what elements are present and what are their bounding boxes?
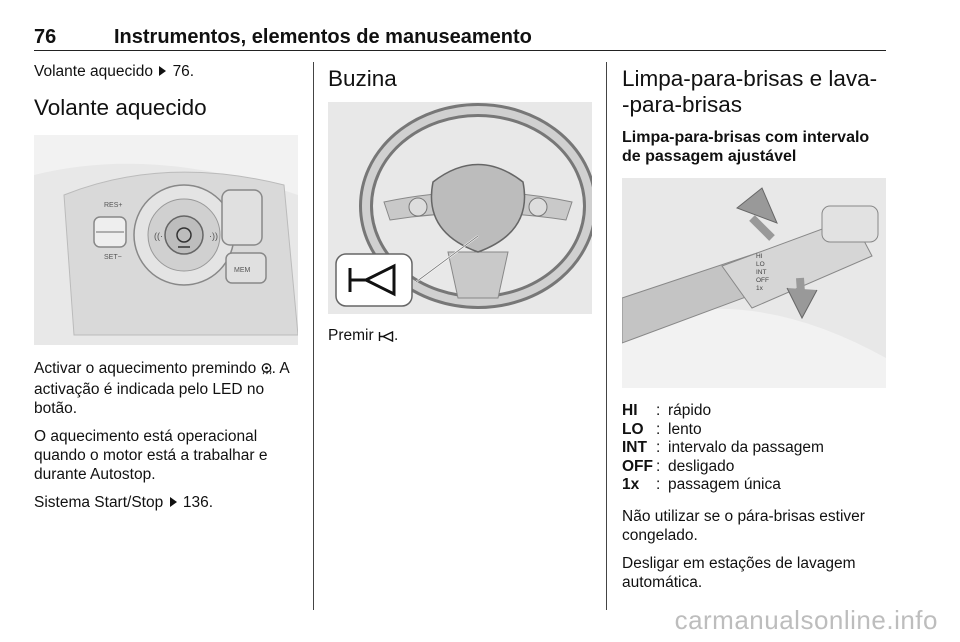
column-heated-steering-wheel <box>34 62 302 521</box>
section-heading: Volante aquecido <box>34 95 207 120</box>
section-heading: Limpa-para-brisas e lava- -para-brisas <box>622 66 878 117</box>
mem-label: MEM <box>234 267 251 274</box>
svg-text:((·: ((· <box>154 231 163 241</box>
paragraph-activate: Activar o aquecimento premindo . A activação é indicada pelo LED no botão. <box>34 360 289 417</box>
paragraph-operational: O aquecimento está operacional quando o motor está a trabalhar e durante Autostop. <box>34 428 268 483</box>
paragraph-frozen: Não utilizar se o pára-brisas estiver congelado. <box>622 507 865 544</box>
int-label: INT <box>756 269 767 276</box>
lo-label: LO <box>756 261 765 268</box>
wiper-lever-figure <box>622 178 886 388</box>
definition-row: OFF : desligado <box>622 457 735 475</box>
definition-row: LO : lento <box>622 420 702 438</box>
paragraph-horn: Premir . <box>328 326 596 347</box>
off-label: OFF <box>756 277 769 284</box>
section-heading: Buzina <box>328 66 397 91</box>
paragraph-carwash: Desligar em estações de lavagem automática. <box>622 554 856 591</box>
running-title: Instrumentos, elementos de manuseamento <box>114 26 532 48</box>
wiper-lever-illustration <box>622 178 886 388</box>
column-divider <box>606 62 607 610</box>
page-ref-arrow-icon <box>170 497 177 507</box>
watermark: carmanualsonline.info <box>674 605 938 635</box>
sub-heading: Limpa-para-brisas com intervalo de passagem ajustável <box>622 129 870 165</box>
res-label: RES+ <box>104 202 123 209</box>
definition-row: HI : rápido <box>622 402 712 419</box>
column-horn <box>328 62 596 356</box>
horn-steering-wheel-illustration <box>328 102 592 314</box>
set-label: SET− <box>104 254 122 261</box>
crossref-line: Volante aquecido 76. <box>34 63 195 80</box>
column-wipers <box>622 62 890 601</box>
definition-list <box>622 402 890 495</box>
horn-figure <box>328 102 592 314</box>
column-divider <box>313 62 314 610</box>
svg-text:·)): ·)) <box>209 231 218 241</box>
steering-controls-illustration <box>34 135 298 345</box>
page-ref-arrow-icon <box>159 66 166 76</box>
start-stop-link[interactable]: 136. <box>182 494 214 511</box>
definition-row: 1x : passagem única <box>622 476 781 493</box>
crossref-link[interactable]: 76. <box>172 63 195 80</box>
page-header <box>34 26 886 51</box>
definition-row: INT : intervalo da passagem <box>622 439 824 456</box>
paragraph-start-stop: Sistema Start/Stop 136. <box>34 494 214 511</box>
hi-label: HI <box>756 253 763 260</box>
steering-wheel-controls-figure <box>34 135 298 345</box>
horn-icon <box>378 328 394 347</box>
page-number: 76 <box>34 26 57 48</box>
heated-steering-wheel-icon <box>261 361 272 380</box>
one-x-label: 1x <box>756 285 763 292</box>
